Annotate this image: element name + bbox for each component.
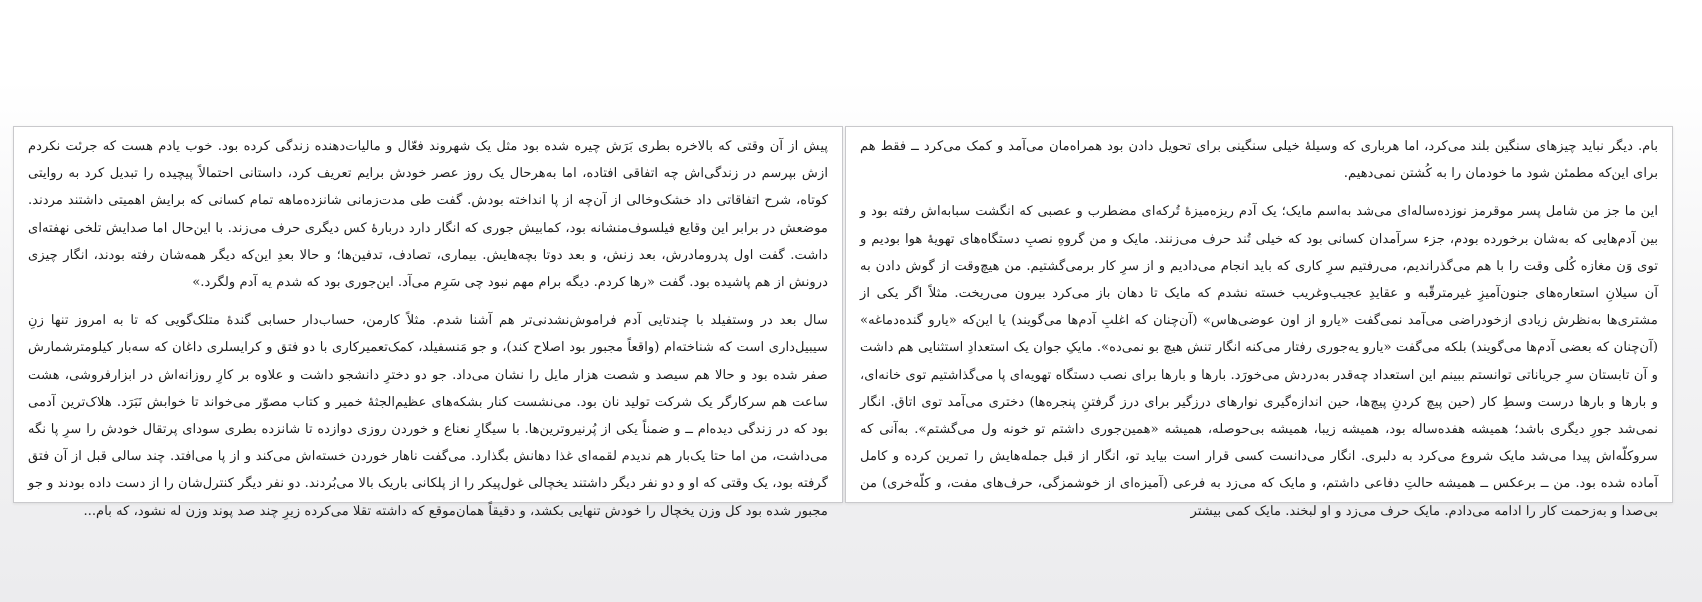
paragraph: این ما جز من شامل پسر موقرمز نوزده‌ساله‌ای می‌شد به‌اسم مایک؛ یک آدم ریزه‌میزهٔ تُرکه‌ای مضطرب و عصبی که انگشت سبابه‌اش رفته بود و بین آدم‌هایی که به‌شان برخورده بودم، جزء سرآمدان کسانی بود که خیلی تُند حرف می‌زنند. مایک و من گروهِ نصبِ دستگاه‌های تهویهٔ هوا بودیم و توی وَن مغازه کُلی وقت را با هم می‌گذراندیم، می‌رفتیم سرِ کاری که باید انجام می‌دادیم و از سرِ کار برمی‌گشتیم. من هیچ‌وقت از گوش دادن به آن سیلانِ استعاره‌های جنون‌آمیزِ غیرمترقّبه و عقایدِ عجیب‌وغریب خسته نشدم که مایک تا دهان باز می‌کرد بیرون می‌ریخت. مثلاً اگر یکی از مشتری‌ها به‌نظرش زیادی ازخودراضی می‌آمد نمی‌گفت «یارو از اون عوضی‌هاس» (آن‌چنان که اغلبِ آدم‌ها می‌گویند) یا این‌که «یارو گنده‌دماغه» (آن‌چنان که بعضی آدم‌ها می‌گویند) بلکه می‌گفت «یارو یه‌جوری رفتار می‌کنه انگار تنش هیچ بو نمی‌ده». مایکِ جوان یک استعدادِ استثنایی هم داشت و آن تابستان سرِ جریاناتی توانستم ببینم این استعداد چه‌قدر به‌دردش می‌خورَد. بارها و بارها برای نصب دستگاه تهویه‌ای پا می‌گذاشتیم توی خانه‌ای، و بارها و بارها درست وسطِ کار (حین پیچ کردنِ پیچ‌ها، حین اندازه‌گیری نوارهای درزگیر برای درز گرفتنِ پنجره‌ها) دختری می‌آمد توی اتاق. انگار نمی‌شد جورِ دیگری باشد؛ همیشه هفده‌ساله بود، همیشه زیبا، همیشه بی‌حوصله، همیشه «همین‌جوری داشتم تو خونه ول می‌گشتم». به‌آنی که سروکلّه‌اش پیدا می‌شد مایک شروع می‌کرد به دلبری. انگار می‌دانست کسی قرار است بیاید تو، انگار از قبل جمله‌هایش را تمرین کرده و کامل آماده شده بود. من ــ برعکس ــ همیشه حالتِ دفاعی داشتم، و مایک که می‌زد به فرعی (آمیزه‌ای از خوشمزگی، حرف‌های مفت، و کلّه‌خری) من بی‌صدا و به‌زحمت کار را ادامه می‌دادم. مایک حرف می‌زد و او لبخند. مایک کمی بیشتر xyxy=(860,204,1658,519)
left-page xyxy=(13,126,843,519)
paragraph: پیش از آن وقتی که بالاخره بطری بَرَش چیره شده بود مثل یک شهروند فعّال و مالیات‌دهنده زندگی کرده بود. خوب یادم هست که جرئت نکردم ازش بپرسم در زندگی‌اش چه اتفاقی افتاده، اما به‌هرحال یک روز عصر خودش برایم تعریف کرد، داستانی احتمالاً پیچیده را تبدیل کرد به روایتی کوتاه، شرح اتفاقاتی داد خشک‌وخالی از آن‌چه از پا انداخته بودش. گفت طی مدت‌زمانی شانزده‌ماهه تمام کسانی که برایش اهمیتی داشتند مردند. موضعش در برابر این وقایع فیلسوف‌منشانه بود، کمابیش جوری که انگار دارد درباره‌ٔ کس دیگری حرف می‌زند. با این‌حال اما صدایش تلخی نهفته‌ای داشت. گفت اول پدرومادرش، بعد زنش، و بعد دوتا بچه‌هایش. بیماری، تصادف، تدفین‌ها؛ و حالا بعدِ این‌که دیگر همه‌شان رفته بودند، انگار چیزی درونش از هم پاشیده بود. گفت «رها کردم. دیگه برام مهم نبود چی سَرِم می‌آد. این‌جوری بود که شدم یه آدم ولگرد.» xyxy=(28,139,828,291)
paragraph: سال بعد در وستفیلد با چندتایی آدم فراموش‌نشدنی‌تر هم آشنا شدم. مثلاً کارمن، حساب‌دار حسابی گندهٔ متلک‌گویی که تا به امروز تنها زنِ سیبیل‌داری است که شناخته‌ام (واقعاً مجبور بود اصلاح کند)، و جو مَنسفیلد، کمک‌تعمیرکاری با دو فتق و کرایسلری داغان که سه‌بار کیلومترشمارش صفر شده بود و حالا هم سیصد و شصت هزار مایل را نشان می‌داد. جو دو دخترِ دانشجو داشت و علاوه بر کارِ روزانه‌اش در ابزارفروشی، هشت ساعت هم سرکارگر یک شرکت تولید نان بود. می‌نشست کنار بشکه‌های عظیم‌الجثهٔ خمیر و کتاب مصوّر می‌خواند تا خوابش نَبَرَد. هلاک‌ترین آدمی بود که در زندگی دیده‌ام ــ و ضمناً یکی از پُرنیروترین‌ها. با سیگارِ نعناع و خوردن روزی دوازده تا شانزده بطری سودای پرتقال خودش را سرِ پا نگه می‌داشت، من اما حتا یک‌بار هم ندیدم لقمه‌ای غذا دهانش بگذارد. می‌گفت ناهار خوردن خسته‌اش می‌کند و از پا می‌افتد. چند سالی قبل از آن فتق گرفته بود، یک وقتی که او و دو نفر دیگر داشتند یخچالی غول‌پیکر را از پلکانی باریک بالا می‌بُردند. دو نفر دیگر کنترل‌شان را از دست داده بودند و جو مجبور شده بود کل وزن یخچال را خودش تنهایی بکشد، و دقیقاً همان‌موقع که داشته تقلا می‌کرده زیرِ چند صد پوند وزن له نشود، که بام... xyxy=(28,313,828,519)
paragraph: بام. دیگر نباید چیزهای سنگین بلند می‌کرد، اما هرباری که وسیلهٔ خیلی سنگینی برای تحویل دادن بود همراه‌مان می‌آمد و کمک می‌کرد ــ فقط هم برای این‌که مطمئن شود ما خودمان را به کُشتن نمی‌دهیم. xyxy=(860,139,1658,182)
right-page-text xyxy=(860,127,1658,519)
book-spread xyxy=(13,126,1673,519)
left-page-text xyxy=(28,127,828,519)
right-page xyxy=(845,126,1673,519)
